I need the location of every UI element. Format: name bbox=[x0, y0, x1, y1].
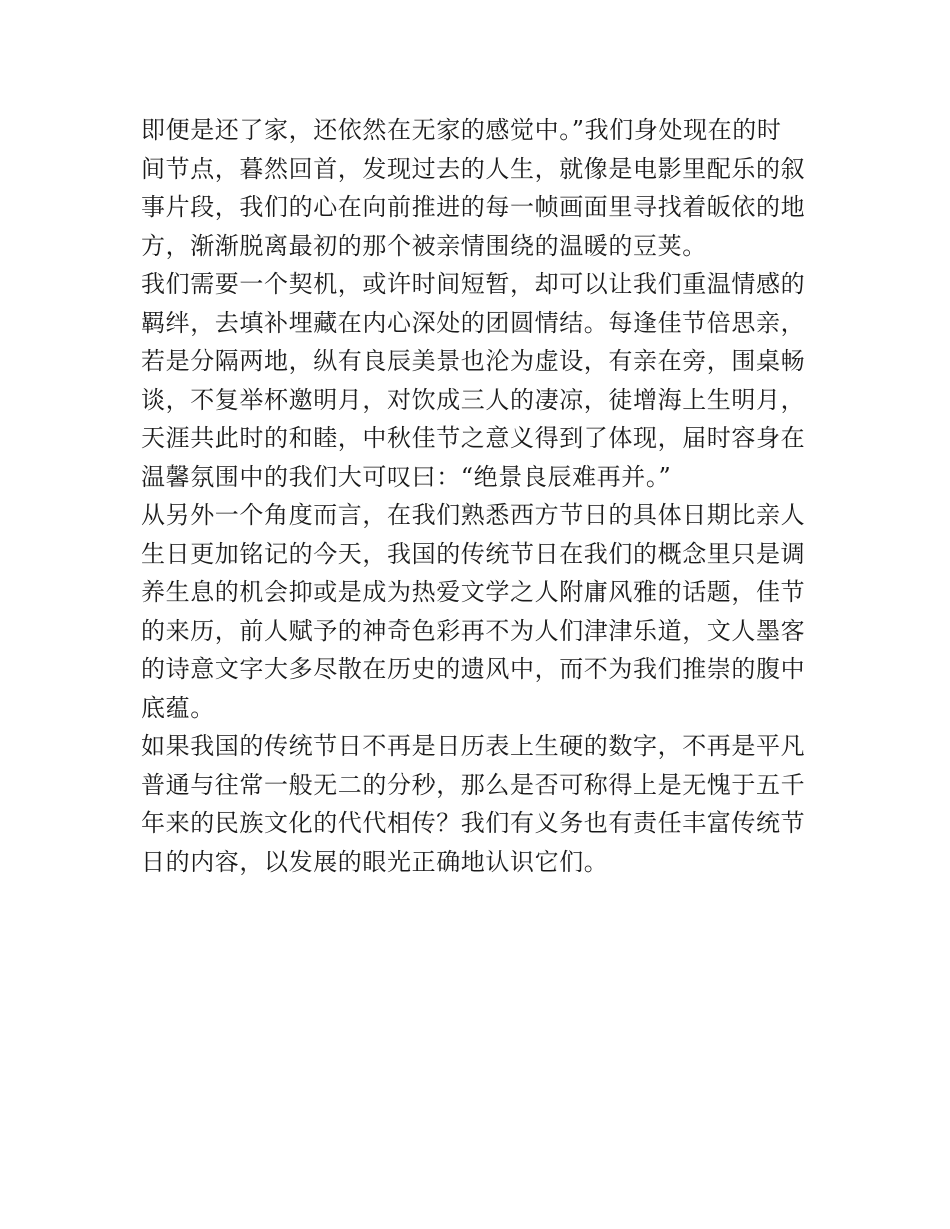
text-line: 即便是还了家，还依然在无家的感觉中。”我们身处现在的时 bbox=[141, 116, 782, 144]
text-line: 养生息的机会抑或是成为热爱文学之人附庸风雅的话题，佳节 bbox=[141, 578, 806, 606]
text-line: 生日更加铭记的今天，我国的传统节日在我们的概念里只是调 bbox=[141, 539, 806, 568]
text-line: 若是分隔两地，纵有良辰美景也沦为虚设，有亲在旁，围桌畅 bbox=[141, 347, 806, 375]
text-line: 日的内容，以发展的眼光正确地认识它们。 bbox=[141, 847, 609, 876]
essay-body bbox=[141, 111, 813, 881]
text-line: 如果我国的传统节日不再是日历表上生硬的数字，不再是平凡 bbox=[141, 732, 806, 760]
text-line: 谈，不复举杯邀明月，对饮成三人的凄凉，徒增海上生明月， bbox=[141, 385, 806, 414]
text-line: 方，渐渐脱离最初的那个被亲情围绕的温暖的豆荚。 bbox=[141, 231, 707, 260]
text-line: 天涯共此时的和睦，中秋佳节之意义得到了体现，届时容身在 bbox=[141, 424, 806, 452]
text-line: 的来历，前人赋予的神奇色彩再不为人们津津乐道，文人墨客 bbox=[141, 616, 806, 645]
text-line: 间节点，暮然回首，发现过去的人生，就像是电影里配乐的叙 bbox=[141, 154, 806, 183]
text-line: 年来的民族文化的代代相传？我们有义务也有责任丰富传统节 bbox=[141, 809, 806, 837]
text-line: 从另外一个角度而言，在我们熟悉西方节日的具体日期比亲人 bbox=[141, 501, 806, 529]
text-line: 事片段，我们的心在向前推进的每一帧画面里寻找着皈依的地 bbox=[141, 193, 806, 221]
text-line: 普通与往常一般无二的分秒，那么是否可称得上是无愧于五千 bbox=[141, 770, 806, 799]
text-line: 底蕴。 bbox=[141, 693, 215, 722]
text-line: 温馨氛围中的我们大可叹曰：“绝景良辰难再并。” bbox=[141, 462, 672, 491]
text-line: 羁绊，去填补埋藏在内心深处的团圆情结。每逢佳节倍思亲， bbox=[141, 308, 806, 337]
text-line: 我们需要一个契机，或许时间短暂，却可以让我们重温情感的 bbox=[141, 270, 806, 298]
text-line: 的诗意文字大多尽散在历史的遗风中，而不为我们推崇的腹中 bbox=[141, 655, 806, 683]
